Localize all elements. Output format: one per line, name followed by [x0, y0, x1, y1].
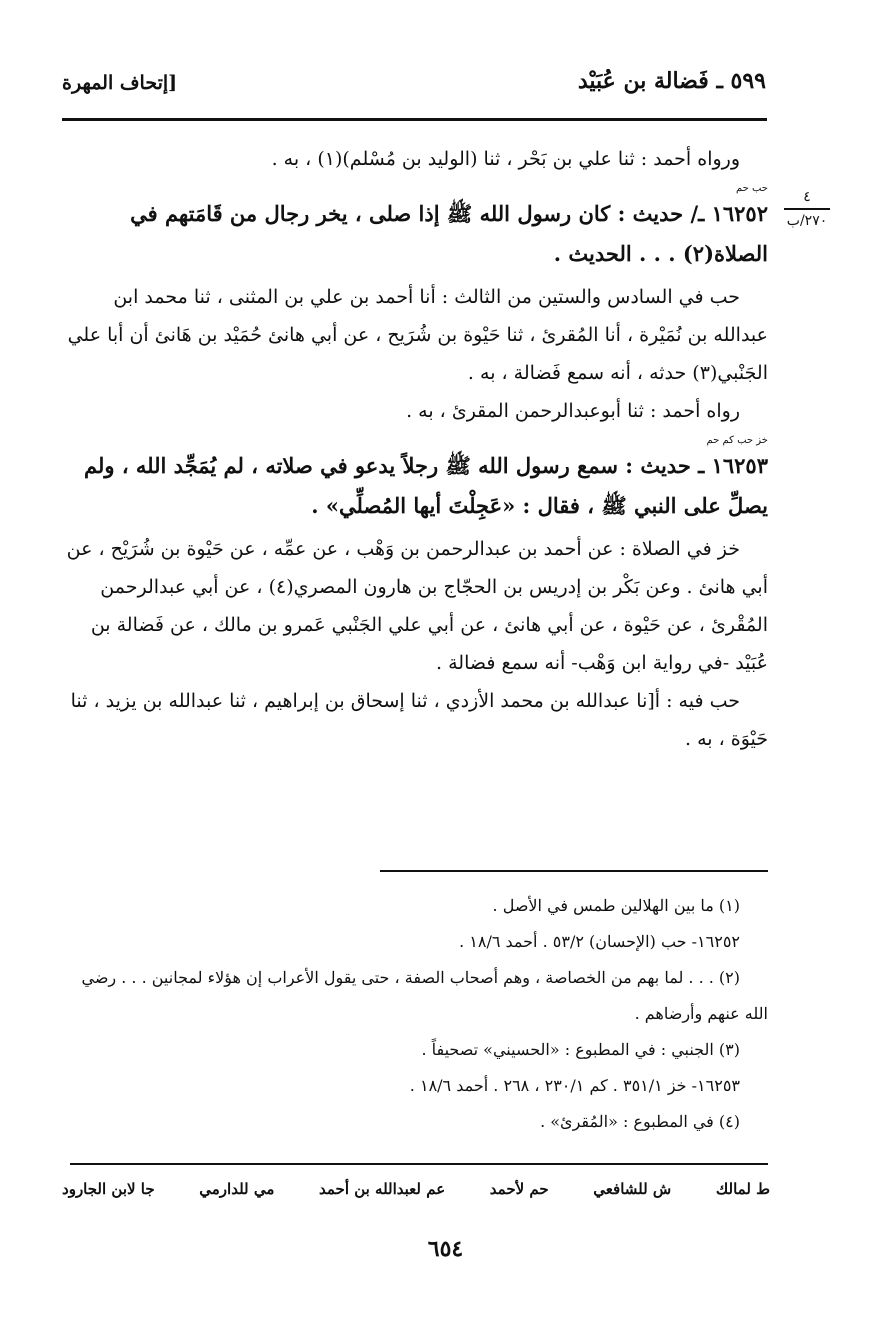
- footnote-1: (١) ما بين الهلالين طمس في الأصل .: [492, 896, 740, 915]
- legend-rule: [70, 1163, 768, 1165]
- main-text: [60, 140, 768, 758]
- legend-item: حم لأحمد: [489, 1180, 549, 1198]
- legend-item: ش للشافعي: [593, 1180, 672, 1198]
- legend-item: مي للدارمي: [199, 1180, 275, 1198]
- page-number: ٦٥٤: [427, 1236, 464, 1262]
- hadith-16252-matn: ١٦٢٥٢ ـ/ حديث : كان رسول الله ﷺ إذا صلى ، يخر رجال من قَامَتهم في الصلاة(٢) . . . الحديث .: [130, 201, 768, 266]
- margin-ref-folio: ٢٧٠/ب: [786, 212, 828, 229]
- hadith-16252-isnad-ahmad: رواه أحمد : ثنا أبوعبدالرحمن المقرئ ، به .: [406, 400, 740, 422]
- header-rule: [62, 118, 767, 121]
- legend-item: ط لمالك: [715, 1180, 770, 1198]
- footnotes: [60, 888, 768, 1140]
- margin-manuscript-ref: [772, 188, 842, 230]
- margin-ref-volume: ٤: [803, 189, 811, 205]
- takhrij-16253: ١٦٢٥٣- خز ٣٥١/١ . كم ٢٣٠/١ ، ٢٦٨ . أحمد ١٨/٦ .: [409, 1076, 740, 1095]
- running-head-chapter: ٥٩٩ ـ فَضالة بن عُبَيْد: [577, 68, 766, 94]
- footnote-rule: [380, 870, 768, 872]
- margin-ref-divider: [784, 208, 830, 210]
- hadith-16253-matn: ١٦٢٥٣ ـ حديث : سمع رسول الله ﷺ رجلاً يدعو في صلاته ، لم يُمَجِّد الله ، ولم يصلِّ على النبي ﷺ ، فقال : «عَجِلْتَ أيها المُصلِّي» .: [84, 453, 768, 518]
- footnote-4: (٤) في المطبوع : «المُقرئ» .: [540, 1112, 740, 1131]
- legend-item: عم لعبدالله بن أحمد: [319, 1180, 446, 1198]
- footnote-3: (٣) الجنبي : في المطبوع : «الحسيني» تصحيفاً .: [421, 1040, 740, 1059]
- footnote-2: (٢) . . . لما بهم من الخصاصة ، وهم أصحاب الصفة ، حتى يقول الأعراب إن هؤلاء لمجانين . . . رضي الله عنهم وأرضاهم .: [81, 968, 768, 1023]
- narration-ahmad-1: ورواه أحمد : ثنا علي بن بَحْر ، ثنا (الوليد بن مُسْلم)(١) ، به .: [271, 148, 740, 170]
- sigla-legend: [62, 1180, 770, 1198]
- hadith-16253-isnad-khz: خز في الصلاة : عن أحمد بن عبدالرحمن بن وَهْب ، عن عمِّه ، عن حَيْوة بن شُرَيْح ، عن أبي هانئ . وعن بَكْر بن إدريس بن الحجّاج بن هارون المصري(٤) ، عن أبي عبدالرحمن المُقْرئ ، عن حَيْوة ، عن أبي هانئ ، عن أبي علي الجَنْبي عَمرو بن مالك ، عن فَضالة بن عُبَيْد -في رواية ابن وَهْب- أنه سمع فضالة .: [66, 538, 768, 674]
- running-head-book: [إتحاف المهرة: [62, 72, 178, 94]
- hadith-16253-isnad-hb: حب فيه : أ[نا عبدالله بن محمد الأزدي ، ثنا إسحاق بن إبراهيم ، ثنا عبدالله بن يزيد ، ثنا حَيْوَة ، به .: [70, 690, 768, 750]
- legend-item: جا لابن الجارود: [62, 1180, 155, 1198]
- hadith-16252-isnad-hb: حب في السادس والستين من الثالث : أنا أحمد بن علي بن المثنى ، ثنا محمد ابن عبدالله بن نُمَيْرة ، أنا المُقرئ ، ثنا حَيْوة بن شُرَيح ، عن أبي هانئ حُمَيْد بن هَانئ أن أبا علي الجَنْبي(٣) حدثه ، أنه سمع فَضالة ، به .: [67, 286, 768, 384]
- hadith-16253-sigla: خز حب كم حم: [706, 435, 768, 446]
- hadith-16252-sigla: حب حم: [735, 183, 768, 194]
- takhrij-16252: ١٦٢٥٢- حب (الإحسان) ٥٣/٢ . أحمد ١٨/٦ .: [459, 932, 740, 951]
